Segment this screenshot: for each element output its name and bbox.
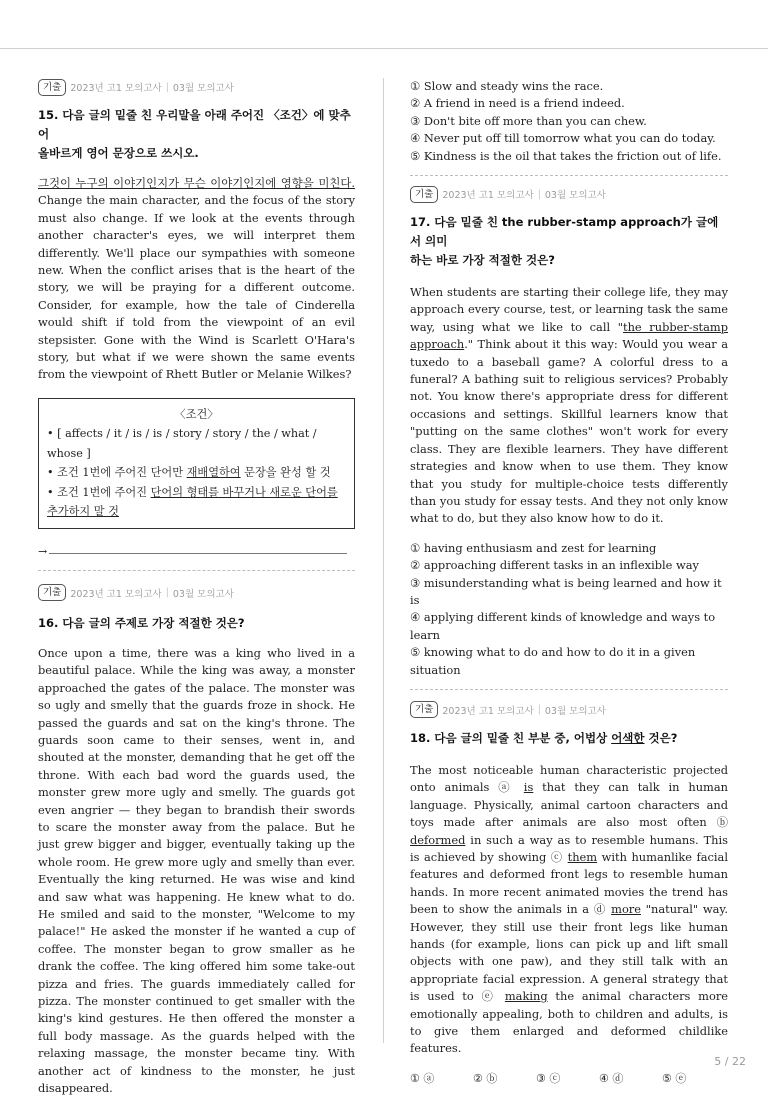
q18-answer-choices — [410, 1070, 728, 1086]
section-separator — [38, 570, 355, 572]
marker-c-icon: ⓒ — [550, 850, 564, 864]
q18-title: 18. 다음 글의 밑줄 친 부분 중, 어법상 어색한 것은? — [410, 730, 678, 745]
marker-e-icon: ⓔ — [481, 989, 498, 1004]
conditions-title: 〈조건〉 — [174, 407, 219, 421]
marker-b-icon: ⓑ — [716, 815, 728, 830]
q16-passage: Once upon a time, there was a king who lived in a beautiful palace. While the king was away, a monster approached the gates of the palace. The monster was so ugly and smelly that the guards froze in shock. He passed the guards and sat on the king's throne. The guards soon came to their senses, went in, and shouted at the monster, demanding that he get off the throne. With each bad word the guards used, the monster grew more ugly and smelly. The guards got even angrier — they began to brandish their swords to scare the monster away from the palace. But he just grew bigger and bigger, eventually taking up the whole room. He grew more ugly and smelly than ever. Eventually the king returned. He was wise and kind and saw what was happening. He knew what to do. He smiled and said to the monster, "Welcome to my palace!" He asked the monster if he wanted a cup of coffee. The monster began to grow smaller as he drank the coffee. The king offered him some take-out pizza and fries. The guards immediately called for pizza. The monster continued to get smaller with the king's kind gestures. He then offered the monster a full body massage. As the guards helped with the relaxing massage, the monster became tiny. With another act of kindness to the monster, he just disappeared. — [38, 645, 355, 1096]
q16-meta-year: 2023년 고1 모의고사 — [70, 588, 162, 600]
meta-separator: | — [165, 587, 169, 599]
condition-1: • [ affects / it / is / is / story / story / the / what / whose ] — [47, 427, 317, 460]
q18-meta — [410, 701, 728, 719]
q18-underline-b: deformed — [410, 832, 466, 847]
q17-option-4[interactable]: ④ applying different kinds of knowledge and ways to learn — [410, 610, 716, 642]
meta-separator: | — [165, 81, 169, 93]
q15-conditions-box — [38, 398, 355, 529]
q18-meta-year: 2023년 고1 모의고사 — [442, 705, 534, 717]
marker-a-icon: ⓐ — [498, 780, 515, 795]
q18-choice-3[interactable]: ③ ⓒ — [536, 1071, 561, 1085]
meta-separator: | — [537, 704, 541, 716]
q18-passage: The most noticeable human characteristic projected onto animals ⓐ is that they can talk in human language. Physically, animal cartoon characters and toys made after animals are also most often ⓑ deformed in such a way as to resemble humans. This is achieved by showing ⓒ them with humanlike facial features and deformed front legs to resemble human hands. In more recent animated movies the trend has been to show the animals in a ⓓ more "natural" way. However, they still use their front legs like human hands (for example, lions can pick up and lift small objects with one paw), and they still talk with an appropriate facial expression. A general strategy that is used to ⓔ making the animal characters more emotionally appealing, both to children and adults, is to give them enlarged and deformed childlike features. — [410, 762, 729, 1056]
q18-underline-c: them — [567, 850, 598, 864]
q16-option-5[interactable]: ⑤ Kindness is the oil that takes the friction out of life. — [410, 148, 722, 163]
q17-badge: 기출 — [410, 186, 438, 203]
arrow-icon: → — [38, 544, 48, 558]
q18-choice-1[interactable]: ① ⓐ — [410, 1071, 435, 1085]
q15-title-line2: 올바르게 영어 문장으로 쓰시오. — [38, 146, 199, 160]
q17-option-5[interactable]: ⑤ knowing what to do and how to do it in a given situation — [410, 645, 696, 677]
q16-option-3[interactable]: ③ Don't bite off more than you can chew. — [410, 113, 647, 128]
condition-2: • 조건 1번에 주어진 단어만 재배열하여 문장을 완성 할 것 — [47, 466, 331, 480]
q18-choice-4[interactable]: ④ ⓓ — [599, 1071, 624, 1085]
q18-underline-d: more — [611, 902, 641, 917]
q18-title-underlined: 어색한 — [611, 730, 645, 745]
header-rule — [0, 48, 768, 49]
q16-title: 16. 다음 글의 주제로 가장 적절한 것은? — [38, 615, 245, 630]
meta-separator: | — [537, 188, 541, 200]
answer-underline — [49, 553, 347, 554]
q18-choice-2[interactable]: ② ⓑ — [473, 1071, 498, 1085]
q17-option-2[interactable]: ② approaching different tasks in an inflexible way — [410, 558, 699, 573]
q17-meta — [410, 185, 728, 203]
q15-answer-line[interactable] — [38, 545, 355, 558]
left-column — [38, 78, 355, 1097]
q18-meta-month: 03월 모의고사 — [544, 705, 606, 717]
q17-option-1[interactable]: ① having enthusiasm and zest for learning — [410, 540, 657, 555]
q17-title-line1: 17. 다음 밑줄 친 the rubber-stamp approach가 글에서 의미 — [410, 215, 719, 249]
page-number: 5 / 22 — [714, 1055, 746, 1068]
q17-title-line2: 하는 바로 가장 적절한 것은? — [410, 253, 555, 268]
q18-underline-a: is — [523, 780, 534, 795]
column-divider — [383, 78, 384, 1043]
q17-option-3[interactable]: ③ misunderstanding what is being learned and how it is — [410, 575, 722, 607]
section-separator — [410, 175, 728, 177]
q18-choice-5[interactable]: ⑤ ⓔ — [662, 1071, 687, 1085]
q15-passage-text: Change the main character, and the focus of the story must also change. If we look at the events through another character's eyes, we will interpret them differently. We'll place our sympathies with someone new. When the conflict arises that is the heart of the story, we will be praying for a different outcome. Consider, for example, how the tale of Cinderella would shift if told from the viewpoint of an evil stepsister. Gone with the Wind is Scarlett O'Hara's story, but what if we were shown the same events from the viewpoint of Rhett Butler or Melanie Wilkes? — [38, 193, 355, 382]
q16-meta — [38, 584, 355, 602]
q17-meta-month: 03월 모의고사 — [544, 190, 606, 202]
q17-options — [410, 540, 728, 679]
q16-badge: 기출 — [38, 584, 66, 601]
q15-meta-month: 03월 모의고사 — [172, 83, 234, 94]
q15-title — [38, 106, 355, 163]
q15-title-line1: 15. 다음 글의 밑줄 친 우리말을 아래 주어진 〈조건〉에 맞추어 — [38, 108, 351, 141]
q17-passage: When students are starting their college life, they may approach every course, test, or learning task the same way, using what we like to call "the rubber-stamp approach." Think about it this way: Would you wear a tuxedo to a baseball game? A colorful dress to a funeral? A bathing suit to religious services? Probably not. You know there's appropriate dress for different occasions and settings. Skillful learners know that "putting on the same clothes" won't work for every class. They are flexible learners. They have different strategies and know when to use them. They know that you study for multiple-choice tests differently than you study for essay tests. And they not only know what to do, but they also know how to do it. — [410, 285, 728, 526]
q16-option-2[interactable]: ② A friend in need is a friend indeed. — [410, 96, 625, 111]
q15-badge: 기출 — [38, 79, 66, 96]
q16-options — [410, 78, 728, 165]
q18-underline-e: making — [504, 989, 548, 1004]
q16-option-1[interactable]: ① Slow and steady wins the race. — [410, 79, 604, 93]
q16-option-4[interactable]: ④ Never put off till tomorrow what you can do today. — [410, 131, 716, 146]
q15-passage — [38, 175, 355, 384]
q18-badge: 기출 — [410, 701, 438, 718]
q16-meta-month: 03월 모의고사 — [172, 588, 234, 600]
marker-d-icon: ⓓ — [593, 902, 607, 917]
q17-title — [410, 213, 728, 270]
q17-underlined-phrase: the rubber-stamp approach — [410, 319, 728, 352]
q15-underlined-korean: 그것이 누구의 이야기인지가 무슨 이야기인지에 영향을 미친다. — [38, 176, 355, 190]
q15-meta-year: 2023년 고1 모의고사 — [70, 83, 162, 94]
condition-3: • 조건 1번에 주어진 단어의 형태를 바꾸거나 새로운 단어를 추가하지 말 것 — [47, 485, 338, 519]
q17-meta-year: 2023년 고1 모의고사 — [442, 190, 534, 202]
q15-meta — [38, 78, 355, 96]
right-column — [410, 78, 728, 1086]
section-separator — [410, 689, 728, 691]
